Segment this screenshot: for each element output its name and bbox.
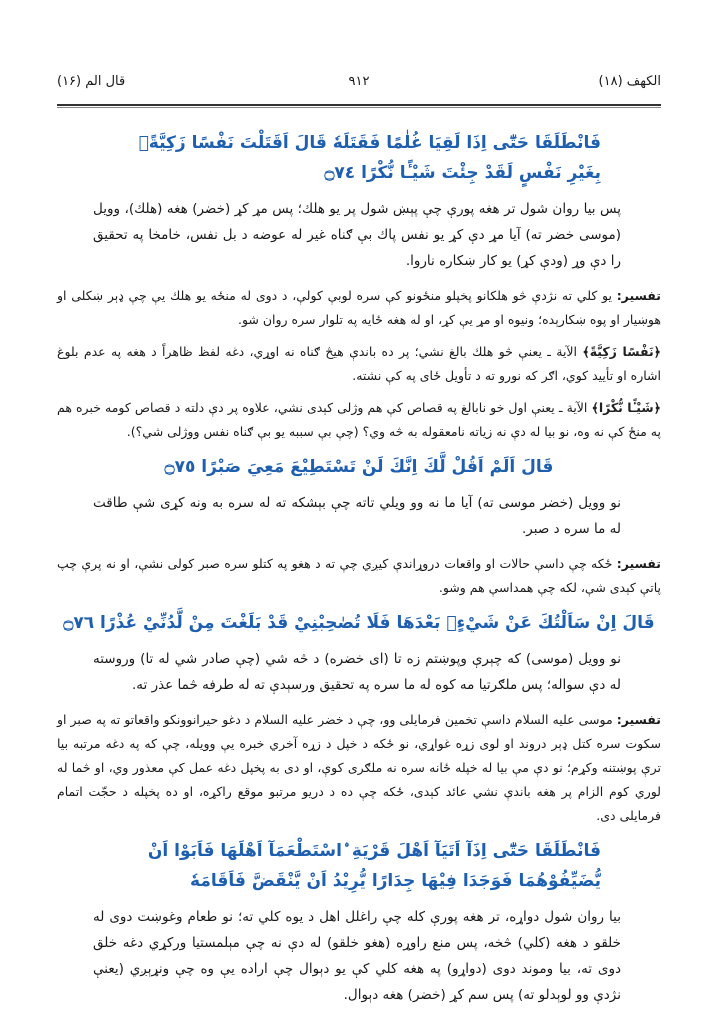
quran-verse: قَالَ اِنْ سَاَلْتُكَ عَنْ شَيْءٍۭ بَعْدَهَا فَلَا تُصٰحِبْنِيْ قَدْ بَلَغْتَ مِنْ لَّدُنِّيْ عُذْرًا ۝٧٦ — [63, 613, 655, 633]
quran-verse: قَالَ اَلَمْ اَقُلْ لَّكَ اِنَّكَ لَنْ تَسْتَطِيْعَ مَعِيَ صَبْرًا ۝٧٥ — [164, 457, 554, 477]
tafsir-text: موسی علیه السلام داسې تخمین فرمایلی وو، چې د خضر علیه السلام د دغو حیرانوونکو واقعاتو ته په صبر او سکوت سره کتل ډېر دروند او لوی زړه غواړي، نو ځکه د خپل د زړه آخري خبره یې وویله، چې که په دغه مرتبه بیا ترې پوښتنه وکړم؛ نو دې مې بیا له خپله ځانه سره نه ملګری کوې، او دی به پخپل دغه عمل کې معذور وي، او څما له لوري کوم الزام پر هغه باندې نشي عائد کېدی، ځکه چې ده د دریو مرتبو موقع راکړه، او ده پخپله د حجّت اتمام فرمایلی دی. — [57, 712, 661, 823]
verse-translation: پس بیا روان شول تر هغه پورې چې پېښ شول پر یو هلك؛ پس مړ کړ (خضر) هغه (هلك)، وویل (موسی خضر ته) آیا مړ دې کړ یو نفس پاك بې ګناه غیر له عوضه د بل نفس، خامخا په تحقیق را دې وړ (ودې کړ) یو کار ښکاره ناروا. — [93, 201, 621, 269]
tafsir-paragraph — [57, 708, 661, 828]
tafsir-paragraph — [57, 552, 661, 600]
surah-name: الکهف (۱۸) — [598, 74, 661, 89]
tafsir-label: تفسیر: — [616, 712, 661, 727]
verse-translation: نو وویل (خضر موسی ته) آیا ما نه وو ویلي تاته چې بېشکه ته له سره به ونه کړی شې طاقت له ما سره د صبر. — [93, 495, 621, 537]
verse-translation: بیا روان شول دواړه، تر هغه پورې کله چې راغلل اهل د یوه کلي ته؛ نو طعام وغوښت دوی له خلقو د هغه (کلي) څخه، پس منع راوړه (هغو خلقو) له دې نه چې مېلمستیا ورکړي دغه خلق دوی ته، بیا وموند دوی (دواړو) په هغه کلي کې یو دېوال چې اراده یې وه چې ونړېږي (یعنې نژدې وو لوېدلو ته) پس سم کړ (خضر) هغه دېوال. — [93, 909, 621, 1003]
tafsir-text: ځکه چې داسې حالات او واقعات دروړاندې کیږي چې ته د هغو په کتلو سره صبر کولی نشې، او نه پرې چپ پاتې کېدی شې، لکه چې همداسې هم وشو. — [57, 556, 661, 595]
page-number: ۹۱۲ — [348, 74, 370, 89]
quoted-verse-fragment: ﴿شَيْـًٔا نُّكْرًا﴾ — [591, 400, 661, 415]
quoted-verse-fragment: ﴿نَفْسًا زَكِيَّةً﴾ — [582, 344, 661, 359]
tafsir-label: تفسیر: — [616, 556, 661, 571]
juz-name: قال الم (۱۶) — [57, 74, 126, 89]
header-divider — [57, 104, 661, 108]
tafsir-text: الآية ـ یعنې څو هلك بالغ نشي؛ پر ده باندې هیڅ ګناه نه اوړي، دغه لفظ ظاهراً د هغه په عدم بلوغ اشاره او تأیید کوي، اګر که نورو ته د تأویل ځای په کې نشته. — [57, 344, 661, 383]
quran-verse: فَانْطَلَقَا حَتّٰٓى اِذَا لَقِيَا غُلٰمًا فَقَتَلَهٗ قَالَ اَقَتَلْتَ نَفْسًا زَكِيَّةًۢ بِغَيْرِ نَفْسٍ لَقَدْ جِئْتَ شَيْـًٔا نُّكْرًا ۝٧٤ — [138, 133, 601, 183]
verse-translation: نو وویل (موسی) که چېرې وپوښتم زه تا (ای خضره) د څه شي (چې صادر شي له تا) وروسته له دې سواله؛ پس ملګرتیا مه کوه له ما سره په تحقیق ورسېدې ته له طرفه څما عذر ته. — [93, 651, 621, 693]
quran-verse: فَانْطَلَقَا حَتّٰٓى اِذَآ اَتَيَآ اَهْلَ قَرْيَةِ ۨاسْتَطْعَمَآ اَهْلَهَا فَاَبَوْا اَنْ يُّضَيِّفُوْهُمَا فَوَجَدَا فِيْهَا جِدَارًا يُّرِيْدُ اَنْ يَّنْقَضَّ فَاَقَامَهٗ — [147, 841, 601, 891]
page-content — [57, 128, 661, 1018]
tafsir-paragraph — [57, 284, 661, 332]
tafsir-paragraph — [57, 340, 661, 388]
page-header — [57, 74, 661, 96]
tafsir-paragraph — [57, 396, 661, 444]
tafsir-text: یو کلي ته نژدې څو هلکانو پخپلو منځونو کې سره لوبې کولې، د دوی له منځه یو هلك یې چې ډېر ښکلی او هوښیار او پوه ښکارېده؛ ونیوه او مړ یې کړ، او له هغه ځایه په تلوار سره روان شو. — [57, 288, 661, 327]
tafsir-label: تفسیر: — [616, 288, 661, 303]
tafsir-text: الآية ـ یعنې اول خو نابالغ په قصاص کې هم وژلی کېدی نشي، علاوه پر دې دلته د قصاص کومه خبره هم په منځ کې نه وه، نو بیا له دې نه زیاته نامعقوله به څه وي؟ (چې بې سببه یو بې ګناه نفس ووژلی شي؟). — [57, 400, 661, 439]
